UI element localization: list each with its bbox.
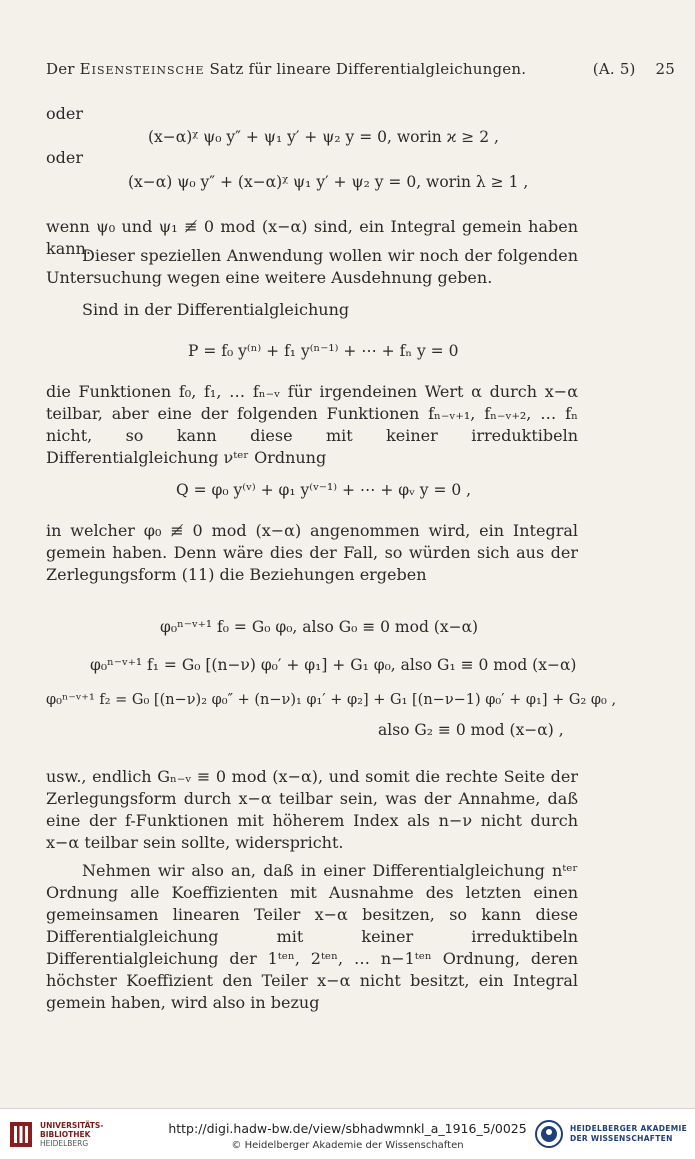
paragraph-3: Sind in der Differentialgleichung — [82, 300, 350, 319]
equation-1: (x−α)ᵡ ψ₀ y″ + ψ₁ y′ + ψ₂ y = 0, worin ϰ ≥ 2 , — [148, 128, 499, 146]
paragraph-6: usw., endlich Gₙ₋ᵥ ≡ 0 mod (x−α), und somit die rechte Seite der Zerlegungsform durch x−α teilbar sein, was der Annahme, daß eine der f-Funktionen mit höherem Index als n−ν nicht durch x−α teilbar sein sollte, widerspricht. — [46, 767, 578, 852]
academy-name: HEIDELBERGER AKADEMIE DER WISSENSCHAFTEN — [569, 1124, 687, 1143]
equation-8: also G₂ ≡ 0 mod (x−α) , — [378, 721, 564, 739]
paragraph-7: Nehmen wir also an, daß in einer Differentialgleichung nᵗᵉʳ Ordnung alle Koeffizienten mit Ausnahme des letzten einen gemeinsamen linearen Teiler x−α besitzen, so kann diese Differentialgleichung mit keiner irreduktibeln Differentialgleichung der 1ᵗᵉⁿ, 2ᵗᵉⁿ, … n−1ᵗᵉⁿ Ordnung, deren höchster Koeffizient den Teiler x−α nicht besitzt, ein Integral gemein haben, wird also in bezug — [46, 861, 578, 1012]
equation-3: P = f₀ y⁽ⁿ⁾ + f₁ y⁽ⁿ⁻¹⁾ + ⋯ + fₙ y = 0 — [188, 342, 459, 360]
equation-4: Q = φ₀ y⁽ᵛ⁾ + φ₁ y⁽ᵛ⁻¹⁾ + ⋯ + φᵥ y = 0 , — [176, 481, 472, 499]
equation-5: φ₀ⁿ⁻ᵛ⁺¹ f₀ = G₀ φ₀, also G₀ ≡ 0 mod (x−α) — [160, 618, 479, 636]
paragraph-5: in welcher φ₀ ≢ 0 mod (x−α) angenommen wird, ein Integral gemein haben. Denn wäre dies der Fall, so würden sich aus der Zerlegungsform (11) die Beziehungen ergeben — [46, 521, 578, 584]
paragraph-4: die Funktionen f₀, f₁, … fₙ₋ᵥ für irgendeinen Wert α durch x−α teilbar, aber eine der folgenden Funktionen fₙ₋ᵥ₊₁, fₙ₋ᵥ₊₂, … fₙ nicht, so kann diese mit keiner irreduktibeln Differentialgleichung νᵗᵉʳ Ordnung — [46, 382, 578, 467]
permalink-url[interactable]: http://digi.hadw-bw.de/view/sbhadwmnkl_a_1916_5/0025 — [168, 1121, 527, 1136]
page-number: 25 — [655, 60, 675, 78]
paragraph-1: wenn ψ₀ und ψ₁ ≢ 0 mod (x−α) sind, ein Integral gemein haben kann. — [46, 217, 578, 258]
viewer-footer — [0, 1108, 695, 1159]
equation-2: (x−α) ψ₀ y″ + (x−α)ᵡ ψ₁ y′ + ψ₂ y = 0, worin λ ≥ 1 , — [128, 173, 529, 191]
copyright-notice: © Heidelberger Akademie der Wissenschaften — [231, 1140, 464, 1151]
word-oder-2: oder — [46, 148, 83, 167]
header-page-ref — [593, 60, 675, 78]
paragraph-2: Dieser speziellen Anwendung wollen wir noch der folgenden Untersuchung wegen eine weitere Ausdehnung geben. — [46, 246, 578, 287]
equation-7: φ₀ⁿ⁻ᵛ⁺¹ f₂ = G₀ [(n−ν)₂ φ₀″ + (n−ν)₁ φ₁′ + φ₂] + G₁ [(n−ν−1) φ₀′ + φ₁] + G₂ φ₀ , — [46, 692, 617, 708]
equation-6: φ₀ⁿ⁻ᵛ⁺¹ f₁ = G₀ [(n−ν) φ₀′ + φ₁] + G₁ φ₀, also G₁ ≡ 0 mod (x−α) — [90, 656, 577, 674]
section-ref: (A. 5) — [592, 60, 636, 78]
running-header — [46, 60, 675, 78]
academy-logo[interactable] — [534, 1119, 687, 1149]
header-title: Der Eisensteinsche Satz für lineare Differentialgleichungen. — [46, 60, 527, 78]
word-oder-1: oder — [46, 104, 83, 123]
university-library-name: UNIVERSITÄTS- BIBLIOTHEK HEIDELBERG — [40, 1120, 104, 1148]
academy-seal-icon — [534, 1119, 564, 1149]
